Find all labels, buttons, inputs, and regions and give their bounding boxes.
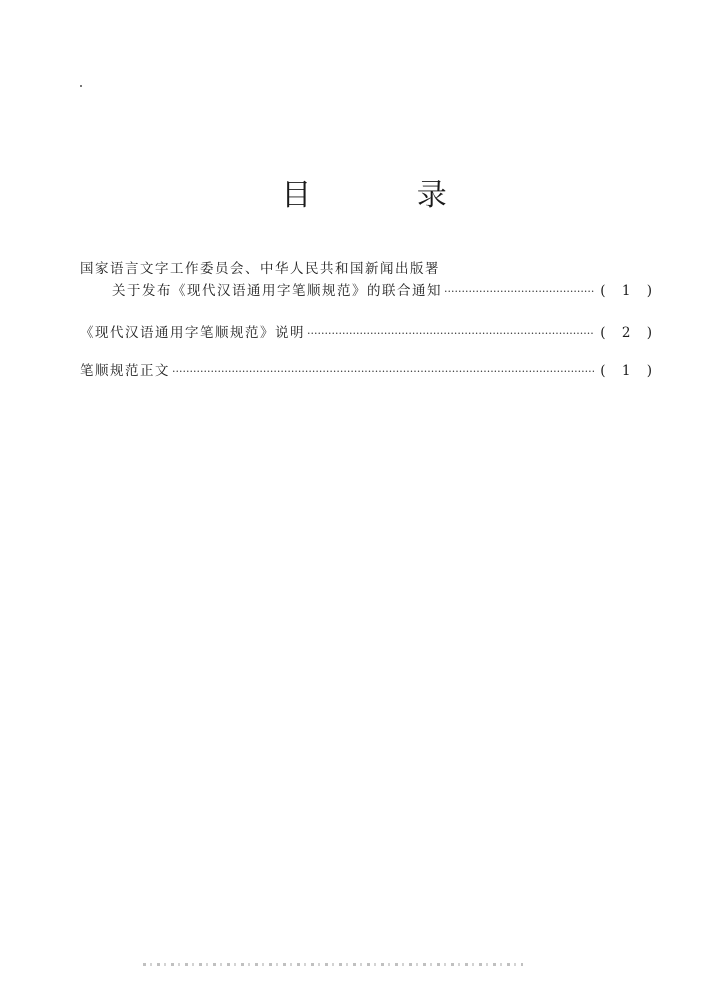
table-of-contents bbox=[80, 258, 658, 382]
toc-entry-explanation[interactable] bbox=[80, 322, 658, 344]
page-title: 目 录 bbox=[281, 178, 495, 213]
toc-entry-text-line1: 国家语言文字工作委员会、中华人民共和国新闻出版署 bbox=[80, 261, 440, 277]
toc-page-number: ( 2 ) bbox=[600, 325, 658, 341]
toc-entry-main-text[interactable] bbox=[80, 360, 658, 382]
scan-artifact-footer bbox=[143, 963, 523, 966]
toc-entry-text: 笔顺规范正文 bbox=[80, 363, 170, 379]
toc-entry-joint-notice[interactable] bbox=[80, 258, 658, 302]
dot-leader bbox=[172, 361, 594, 383]
scan-speck bbox=[80, 85, 82, 87]
toc-entry-row bbox=[80, 280, 658, 302]
dot-leader bbox=[444, 281, 594, 303]
toc-entry-text: 《现代汉语通用字笔顺规范》说明 bbox=[80, 325, 305, 341]
toc-entry-row bbox=[80, 322, 658, 344]
toc-page-number: ( 1 ) bbox=[600, 283, 658, 299]
toc-entry-row bbox=[80, 360, 658, 382]
toc-entry-text-line2: 关于发布《现代汉语通用字笔顺规范》的联合通知 bbox=[112, 283, 442, 299]
dot-leader bbox=[307, 323, 594, 345]
toc-page-number: ( 1 ) bbox=[600, 363, 658, 379]
